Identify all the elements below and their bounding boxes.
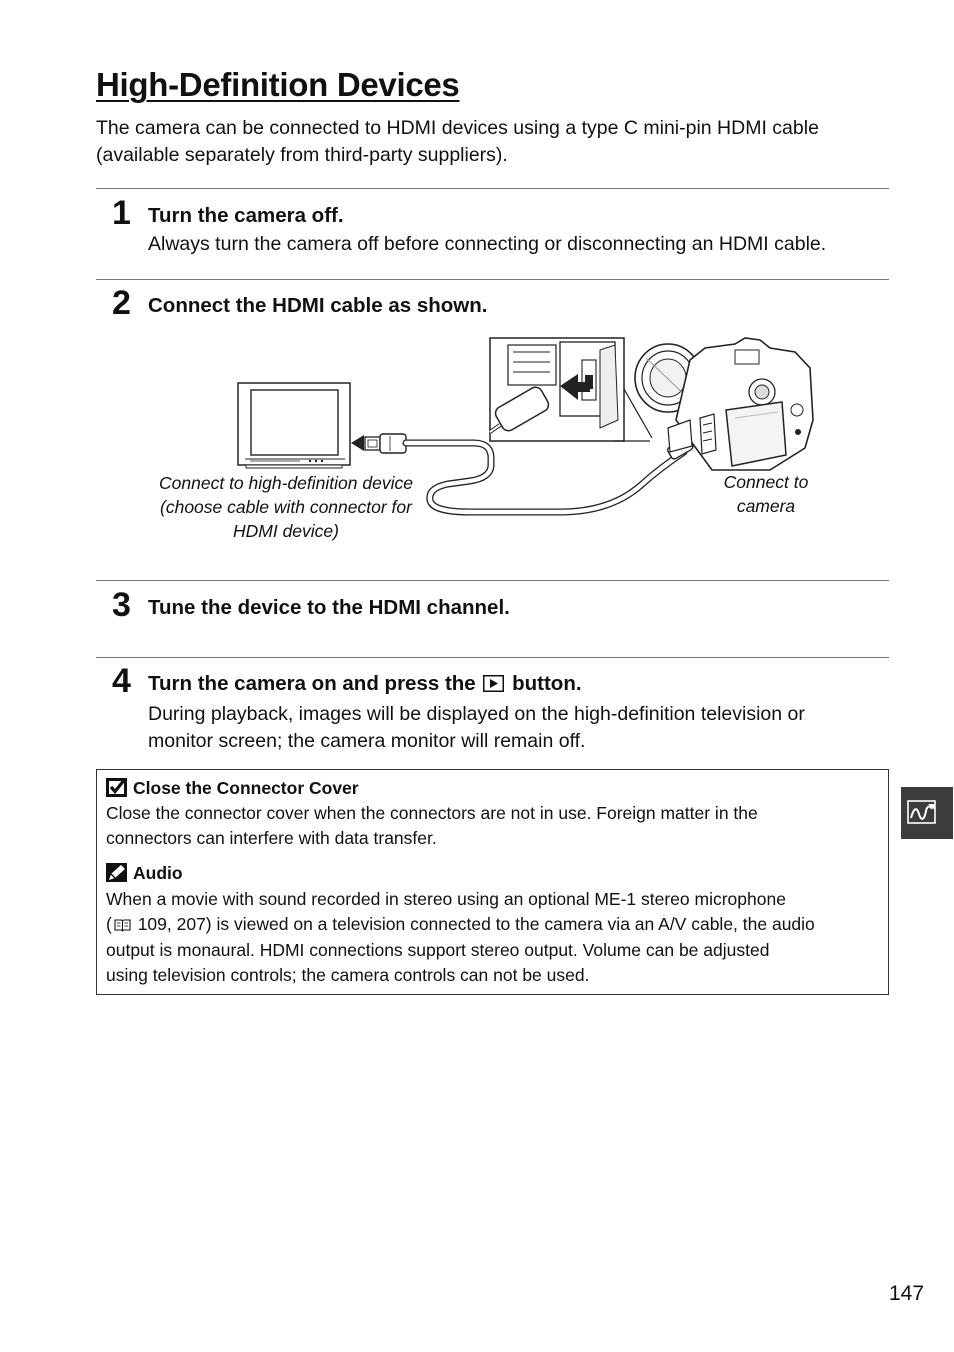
step-3-number: 3: [112, 586, 131, 624]
step-4-title-after: button.: [512, 672, 582, 695]
page-number: 147: [889, 1282, 925, 1305]
note-audio-body: [106, 887, 881, 987]
note-title: Audio: [133, 863, 183, 883]
note-line: using television controls; the camera controls can not be used.: [106, 964, 590, 985]
connector-closeup-inset: [490, 338, 652, 441]
playback-button-icon: [483, 673, 504, 699]
pencil-icon: [106, 863, 127, 887]
television-icon: [238, 383, 350, 468]
hdmi-cable: [406, 443, 684, 512]
intro-line: (available separately from third-party suppliers).: [96, 144, 508, 166]
step-4-title: [148, 671, 582, 699]
step-4-title-before: Turn the camera on and press the: [148, 672, 476, 695]
caption-hdmi-device: [140, 471, 432, 543]
note-title: Close the Connector Cover: [133, 778, 359, 798]
notes-box: [96, 769, 889, 995]
step-3-title: Tune the device to the HDMI channel.: [148, 596, 510, 619]
step-4-body-line: monitor screen; the camera monitor will remain off.: [148, 730, 586, 752]
step-1-body: Always turn the camera off before connecting or disconnecting an HDMI cable.: [148, 233, 827, 255]
step-4-body-line: During playback, images will be displayed on the high-definition television or: [148, 703, 805, 725]
step-divider: [96, 657, 889, 658]
connection-squiggle-icon: [901, 787, 953, 839]
note-line: When a movie with sound recorded in stereo using an optional ME-1 stereo microphone: [106, 889, 786, 909]
caption-line: Connect to high-definition device: [159, 473, 413, 493]
note-line: Close the connector cover when the connectors are not in use. Foreign matter in the: [106, 803, 758, 823]
note-line: output is monaural. HDMI connections support stereo output. Volume can be adjusted: [106, 940, 770, 960]
caption-camera: [706, 470, 826, 518]
step-4-body: [148, 701, 893, 755]
note-connector-cover-heading: [106, 777, 359, 802]
page-title: High-Definition Devices: [96, 66, 460, 103]
caption-line: Connect to: [723, 472, 809, 492]
note-audio-heading: [106, 862, 183, 887]
hdmi-connector-icon: [365, 434, 406, 453]
caption-line: HDMI device): [233, 521, 339, 541]
step-2-title: Connect the HDMI cable as shown.: [148, 294, 488, 317]
note-connector-cover-body: [106, 801, 881, 850]
caption-line: (choose cable with connector for: [160, 497, 412, 517]
step-divider: [96, 580, 889, 581]
note-line: connectors can interfere with data transfer.: [106, 827, 437, 848]
note-line-open-paren: (: [106, 913, 112, 934]
book-icon: [114, 914, 131, 939]
intro-line: The camera can be connected to HDMI devices using a type C mini-pin HDMI cable: [96, 117, 819, 139]
step-4-number: 4: [112, 662, 131, 700]
note-line: [106, 912, 881, 939]
check-mark-icon: [106, 778, 127, 802]
camera-icon: [635, 338, 813, 470]
step-1-number: 1: [112, 194, 131, 232]
step-1-title: Turn the camera off.: [148, 204, 344, 227]
arrow-left-icon: [351, 435, 364, 451]
section-side-tab: [901, 787, 953, 839]
caption-line: camera: [736, 496, 796, 516]
step-2-number: 2: [112, 284, 131, 322]
note-line-text: 109, 207) is viewed on a television connected to the camera via an A/V cable, the audio: [132, 913, 815, 934]
